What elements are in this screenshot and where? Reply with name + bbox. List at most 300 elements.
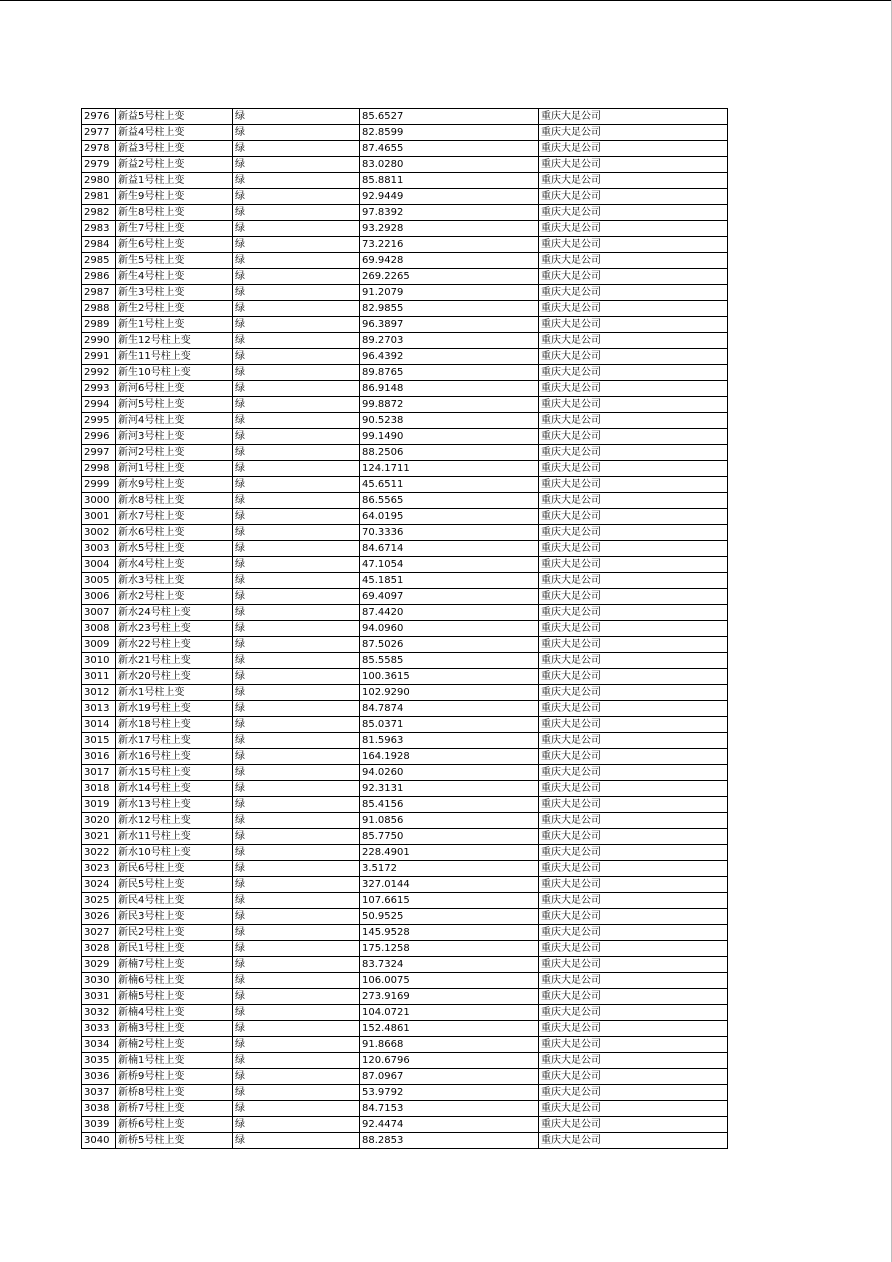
cell-value: 96.3897: [360, 317, 539, 333]
table-row: [82, 525, 728, 541]
cell-value: 102.9290: [360, 685, 539, 701]
cell-id: 2994: [82, 397, 116, 413]
cell-status-color: 绿: [233, 877, 360, 893]
cell-id: 3038: [82, 1101, 116, 1117]
cell-value: 269.2265: [360, 269, 539, 285]
cell-value: 88.2506: [360, 445, 539, 461]
cell-value: 152.4861: [360, 1021, 539, 1037]
table-row: [82, 1133, 728, 1149]
cell-company: 重庆大足公司: [539, 925, 728, 941]
cell-id: 3015: [82, 733, 116, 749]
cell-company: 重庆大足公司: [539, 365, 728, 381]
cell-company: 重庆大足公司: [539, 349, 728, 365]
cell-status-color: 绿: [233, 317, 360, 333]
cell-value: 88.2853: [360, 1133, 539, 1149]
table-row: [82, 237, 728, 253]
cell-id: 3003: [82, 541, 116, 557]
cell-transformer-name: 新河4号柱上变: [116, 413, 233, 429]
table-row: [82, 941, 728, 957]
cell-value: 83.0280: [360, 157, 539, 173]
cell-transformer-name: 新桥7号柱上变: [116, 1101, 233, 1117]
cell-transformer-name: 新生10号柱上变: [116, 365, 233, 381]
cell-status-color: 绿: [233, 621, 360, 637]
table-row: [82, 829, 728, 845]
cell-transformer-name: 新河5号柱上变: [116, 397, 233, 413]
table-row: [82, 1101, 728, 1117]
cell-status-color: 绿: [233, 1085, 360, 1101]
cell-company: 重庆大足公司: [539, 461, 728, 477]
table-row: [82, 669, 728, 685]
cell-id: 3037: [82, 1085, 116, 1101]
table-row: [82, 877, 728, 893]
cell-status-color: 绿: [233, 989, 360, 1005]
cell-status-color: 绿: [233, 509, 360, 525]
cell-company: 重庆大足公司: [539, 877, 728, 893]
cell-status-color: 绿: [233, 1069, 360, 1085]
cell-company: 重庆大足公司: [539, 957, 728, 973]
cell-transformer-name: 新桥5号柱上变: [116, 1133, 233, 1149]
cell-company: 重庆大足公司: [539, 637, 728, 653]
cell-value: 86.9148: [360, 381, 539, 397]
cell-id: 3022: [82, 845, 116, 861]
cell-company: 重庆大足公司: [539, 301, 728, 317]
cell-transformer-name: 新水19号柱上变: [116, 701, 233, 717]
cell-value: 86.5565: [360, 493, 539, 509]
cell-id: 2982: [82, 205, 116, 221]
cell-transformer-name: 新河1号柱上变: [116, 461, 233, 477]
cell-id: 2979: [82, 157, 116, 173]
cell-value: 92.3131: [360, 781, 539, 797]
cell-status-color: 绿: [233, 125, 360, 141]
cell-company: 重庆大足公司: [539, 397, 728, 413]
cell-value: 93.2928: [360, 221, 539, 237]
cell-value: 85.6527: [360, 109, 539, 125]
cell-id: 3030: [82, 973, 116, 989]
cell-transformer-name: 新楠6号柱上变: [116, 973, 233, 989]
cell-status-color: 绿: [233, 685, 360, 701]
table-row: [82, 429, 728, 445]
cell-company: 重庆大足公司: [539, 205, 728, 221]
cell-id: 3025: [82, 893, 116, 909]
table-row: [82, 861, 728, 877]
cell-company: 重庆大足公司: [539, 477, 728, 493]
cell-company: 重庆大足公司: [539, 1133, 728, 1149]
cell-company: 重庆大足公司: [539, 829, 728, 845]
cell-value: 99.1490: [360, 429, 539, 445]
top-border-line: [0, 0, 892, 1]
cell-transformer-name: 新桥8号柱上变: [116, 1085, 233, 1101]
cell-status-color: 绿: [233, 1053, 360, 1069]
cell-status-color: 绿: [233, 845, 360, 861]
cell-status-color: 绿: [233, 109, 360, 125]
cell-status-color: 绿: [233, 301, 360, 317]
cell-company: 重庆大足公司: [539, 781, 728, 797]
table-row: [82, 301, 728, 317]
cell-transformer-name: 新水16号柱上变: [116, 749, 233, 765]
cell-transformer-name: 新水10号柱上变: [116, 845, 233, 861]
cell-status-color: 绿: [233, 1005, 360, 1021]
cell-id: 2985: [82, 253, 116, 269]
cell-id: 2984: [82, 237, 116, 253]
cell-id: 3020: [82, 813, 116, 829]
cell-transformer-name: 新益2号柱上变: [116, 157, 233, 173]
cell-transformer-name: 新水4号柱上变: [116, 557, 233, 573]
cell-status-color: 绿: [233, 1101, 360, 1117]
table-row: [82, 253, 728, 269]
cell-status-color: 绿: [233, 445, 360, 461]
cell-id: 2997: [82, 445, 116, 461]
table-row: [82, 925, 728, 941]
cell-value: 64.0195: [360, 509, 539, 525]
cell-id: 2995: [82, 413, 116, 429]
cell-value: 81.5963: [360, 733, 539, 749]
cell-status-color: 绿: [233, 429, 360, 445]
cell-company: 重庆大足公司: [539, 1069, 728, 1085]
cell-id: 3039: [82, 1117, 116, 1133]
table-row: [82, 717, 728, 733]
cell-status-color: 绿: [233, 253, 360, 269]
cell-value: 94.0960: [360, 621, 539, 637]
cell-id: 3028: [82, 941, 116, 957]
cell-status-color: 绿: [233, 957, 360, 973]
cell-company: 重庆大足公司: [539, 893, 728, 909]
cell-status-color: 绿: [233, 765, 360, 781]
table-row: [82, 701, 728, 717]
cell-id: 3005: [82, 573, 116, 589]
table-row: [82, 1053, 728, 1069]
cell-transformer-name: 新水21号柱上变: [116, 653, 233, 669]
cell-status-color: 绿: [233, 813, 360, 829]
cell-id: 3011: [82, 669, 116, 685]
cell-value: 85.5585: [360, 653, 539, 669]
table-row: [82, 285, 728, 301]
table-row: [82, 1021, 728, 1037]
cell-id: 3001: [82, 509, 116, 525]
cell-value: 45.1851: [360, 573, 539, 589]
cell-value: 94.0260: [360, 765, 539, 781]
table-row: [82, 637, 728, 653]
table-row: [82, 845, 728, 861]
cell-value: 73.2216: [360, 237, 539, 253]
cell-id: 3006: [82, 589, 116, 605]
cell-status-color: 绿: [233, 349, 360, 365]
cell-transformer-name: 新水2号柱上变: [116, 589, 233, 605]
table-row: [82, 605, 728, 621]
cell-id: 3035: [82, 1053, 116, 1069]
table-row: [82, 1005, 728, 1021]
cell-company: 重庆大足公司: [539, 733, 728, 749]
cell-id: 2993: [82, 381, 116, 397]
table-row: [82, 189, 728, 205]
cell-status-color: 绿: [233, 1021, 360, 1037]
cell-status-color: 绿: [233, 493, 360, 509]
cell-transformer-name: 新河2号柱上变: [116, 445, 233, 461]
cell-id: 2989: [82, 317, 116, 333]
cell-id: 2991: [82, 349, 116, 365]
cell-company: 重庆大足公司: [539, 445, 728, 461]
table-row: [82, 973, 728, 989]
cell-id: 2998: [82, 461, 116, 477]
cell-value: 327.0144: [360, 877, 539, 893]
transformer-table: [81, 108, 728, 1149]
cell-status-color: 绿: [233, 749, 360, 765]
cell-value: 100.3615: [360, 669, 539, 685]
table-row: [82, 109, 728, 125]
cell-value: 85.0371: [360, 717, 539, 733]
cell-transformer-name: 新水12号柱上变: [116, 813, 233, 829]
cell-transformer-name: 新民6号柱上变: [116, 861, 233, 877]
table-row: [82, 1085, 728, 1101]
cell-transformer-name: 新生3号柱上变: [116, 285, 233, 301]
cell-company: 重庆大足公司: [539, 1117, 728, 1133]
cell-value: 87.5026: [360, 637, 539, 653]
cell-transformer-name: 新桥6号柱上变: [116, 1117, 233, 1133]
cell-status-color: 绿: [233, 797, 360, 813]
cell-id: 3024: [82, 877, 116, 893]
cell-transformer-name: 新水14号柱上变: [116, 781, 233, 797]
cell-transformer-name: 新益4号柱上变: [116, 125, 233, 141]
cell-status-color: 绿: [233, 909, 360, 925]
cell-transformer-name: 新生8号柱上变: [116, 205, 233, 221]
cell-status-color: 绿: [233, 861, 360, 877]
table-row: [82, 909, 728, 925]
cell-id: 3014: [82, 717, 116, 733]
cell-transformer-name: 新水17号柱上变: [116, 733, 233, 749]
cell-status-color: 绿: [233, 205, 360, 221]
cell-value: 82.8599: [360, 125, 539, 141]
cell-value: 273.9169: [360, 989, 539, 1005]
cell-status-color: 绿: [233, 397, 360, 413]
cell-id: 3017: [82, 765, 116, 781]
cell-status-color: 绿: [233, 557, 360, 573]
cell-value: 50.9525: [360, 909, 539, 925]
table-row: [82, 621, 728, 637]
cell-value: 82.9855: [360, 301, 539, 317]
table-row: [82, 461, 728, 477]
cell-value: 164.1928: [360, 749, 539, 765]
table-row: [82, 205, 728, 221]
cell-id: 3007: [82, 605, 116, 621]
cell-id: 3009: [82, 637, 116, 653]
cell-value: 91.2079: [360, 285, 539, 301]
table-row: [82, 749, 728, 765]
cell-transformer-name: 新生1号柱上变: [116, 317, 233, 333]
cell-id: 3000: [82, 493, 116, 509]
cell-id: 3031: [82, 989, 116, 1005]
cell-company: 重庆大足公司: [539, 237, 728, 253]
cell-transformer-name: 新楠4号柱上变: [116, 1005, 233, 1021]
table-row: [82, 477, 728, 493]
table-row: [82, 445, 728, 461]
cell-value: 45.6511: [360, 477, 539, 493]
table-row: [82, 381, 728, 397]
cell-value: 84.6714: [360, 541, 539, 557]
cell-status-color: 绿: [233, 605, 360, 621]
cell-transformer-name: 新益3号柱上变: [116, 141, 233, 157]
cell-value: 83.7324: [360, 957, 539, 973]
cell-value: 89.8765: [360, 365, 539, 381]
cell-transformer-name: 新水1号柱上变: [116, 685, 233, 701]
table-row: [82, 397, 728, 413]
cell-transformer-name: 新水24号柱上变: [116, 605, 233, 621]
cell-company: 重庆大足公司: [539, 1005, 728, 1021]
cell-status-color: 绿: [233, 637, 360, 653]
cell-transformer-name: 新水15号柱上变: [116, 765, 233, 781]
cell-id: 3019: [82, 797, 116, 813]
cell-transformer-name: 新生7号柱上变: [116, 221, 233, 237]
cell-company: 重庆大足公司: [539, 909, 728, 925]
cell-transformer-name: 新水11号柱上变: [116, 829, 233, 845]
cell-status-color: 绿: [233, 733, 360, 749]
cell-status-color: 绿: [233, 717, 360, 733]
table-row: [82, 1037, 728, 1053]
cell-id: 2981: [82, 189, 116, 205]
cell-value: 87.4420: [360, 605, 539, 621]
table-row: [82, 733, 728, 749]
cell-transformer-name: 新水22号柱上变: [116, 637, 233, 653]
cell-company: 重庆大足公司: [539, 685, 728, 701]
cell-value: 85.8811: [360, 173, 539, 189]
table-row: [82, 557, 728, 573]
cell-transformer-name: 新民1号柱上变: [116, 941, 233, 957]
table-row: [82, 413, 728, 429]
cell-company: 重庆大足公司: [539, 573, 728, 589]
cell-company: 重庆大足公司: [539, 1085, 728, 1101]
cell-id: 2996: [82, 429, 116, 445]
cell-id: 3027: [82, 925, 116, 941]
cell-transformer-name: 新生12号柱上变: [116, 333, 233, 349]
cell-status-color: 绿: [233, 893, 360, 909]
cell-transformer-name: 新生6号柱上变: [116, 237, 233, 253]
cell-value: 84.7153: [360, 1101, 539, 1117]
cell-status-color: 绿: [233, 1037, 360, 1053]
cell-id: 3032: [82, 1005, 116, 1021]
table-row: [82, 989, 728, 1005]
cell-id: 2978: [82, 141, 116, 157]
cell-company: 重庆大足公司: [539, 525, 728, 541]
cell-status-color: 绿: [233, 173, 360, 189]
table-row: [82, 349, 728, 365]
cell-id: 2983: [82, 221, 116, 237]
cell-company: 重庆大足公司: [539, 285, 728, 301]
cell-transformer-name: 新水9号柱上变: [116, 477, 233, 493]
cell-transformer-name: 新楠2号柱上变: [116, 1037, 233, 1053]
cell-transformer-name: 新水8号柱上变: [116, 493, 233, 509]
cell-company: 重庆大足公司: [539, 541, 728, 557]
table-row: [82, 781, 728, 797]
cell-id: 2980: [82, 173, 116, 189]
table-row: [82, 541, 728, 557]
cell-company: 重庆大足公司: [539, 765, 728, 781]
table-row: [82, 813, 728, 829]
cell-status-color: 绿: [233, 221, 360, 237]
cell-status-color: 绿: [233, 141, 360, 157]
cell-transformer-name: 新益1号柱上变: [116, 173, 233, 189]
cell-value: 92.9449: [360, 189, 539, 205]
cell-status-color: 绿: [233, 573, 360, 589]
cell-value: 120.6796: [360, 1053, 539, 1069]
cell-transformer-name: 新桥9号柱上变: [116, 1069, 233, 1085]
cell-value: 3.5172: [360, 861, 539, 877]
cell-status-color: 绿: [233, 941, 360, 957]
cell-company: 重庆大足公司: [539, 749, 728, 765]
cell-company: 重庆大足公司: [539, 973, 728, 989]
table-row: [82, 653, 728, 669]
cell-transformer-name: 新河6号柱上变: [116, 381, 233, 397]
cell-status-color: 绿: [233, 701, 360, 717]
cell-id: 3008: [82, 621, 116, 637]
cell-status-color: 绿: [233, 653, 360, 669]
table-row: [82, 493, 728, 509]
cell-status-color: 绿: [233, 189, 360, 205]
cell-transformer-name: 新河3号柱上变: [116, 429, 233, 445]
table-row: [82, 685, 728, 701]
cell-transformer-name: 新楠1号柱上变: [116, 1053, 233, 1069]
cell-value: 97.8392: [360, 205, 539, 221]
cell-transformer-name: 新楠7号柱上变: [116, 957, 233, 973]
cell-value: 145.9528: [360, 925, 539, 941]
cell-company: 重庆大足公司: [539, 493, 728, 509]
cell-value: 91.8668: [360, 1037, 539, 1053]
cell-company: 重庆大足公司: [539, 1021, 728, 1037]
cell-transformer-name: 新益5号柱上变: [116, 109, 233, 125]
cell-company: 重庆大足公司: [539, 845, 728, 861]
table-row: [82, 141, 728, 157]
cell-status-color: 绿: [233, 477, 360, 493]
cell-id: 3036: [82, 1069, 116, 1085]
cell-id: 2988: [82, 301, 116, 317]
cell-value: 69.4097: [360, 589, 539, 605]
cell-status-color: 绿: [233, 237, 360, 253]
cell-id: 3033: [82, 1021, 116, 1037]
cell-id: 2977: [82, 125, 116, 141]
table-row: [82, 333, 728, 349]
cell-id: 3002: [82, 525, 116, 541]
cell-id: 3010: [82, 653, 116, 669]
cell-status-color: 绿: [233, 269, 360, 285]
cell-value: 104.0721: [360, 1005, 539, 1021]
cell-company: 重庆大足公司: [539, 413, 728, 429]
table-row: [82, 573, 728, 589]
cell-id: 3026: [82, 909, 116, 925]
cell-value: 85.4156: [360, 797, 539, 813]
cell-company: 重庆大足公司: [539, 813, 728, 829]
cell-transformer-name: 新生9号柱上变: [116, 189, 233, 205]
cell-transformer-name: 新水18号柱上变: [116, 717, 233, 733]
cell-id: 3021: [82, 829, 116, 845]
cell-company: 重庆大足公司: [539, 653, 728, 669]
cell-transformer-name: 新水23号柱上变: [116, 621, 233, 637]
table-row: [82, 589, 728, 605]
cell-company: 重庆大足公司: [539, 317, 728, 333]
cell-value: 99.8872: [360, 397, 539, 413]
cell-value: 84.7874: [360, 701, 539, 717]
cell-status-color: 绿: [233, 413, 360, 429]
cell-value: 87.4655: [360, 141, 539, 157]
cell-id: 3016: [82, 749, 116, 765]
cell-transformer-name: 新水3号柱上变: [116, 573, 233, 589]
cell-company: 重庆大足公司: [539, 429, 728, 445]
cell-company: 重庆大足公司: [539, 605, 728, 621]
cell-status-color: 绿: [233, 669, 360, 685]
table-row: [82, 221, 728, 237]
cell-transformer-name: 新楠5号柱上变: [116, 989, 233, 1005]
cell-transformer-name: 新生4号柱上变: [116, 269, 233, 285]
table-row: [82, 173, 728, 189]
cell-company: 重庆大足公司: [539, 589, 728, 605]
cell-company: 重庆大足公司: [539, 797, 728, 813]
cell-value: 107.6615: [360, 893, 539, 909]
